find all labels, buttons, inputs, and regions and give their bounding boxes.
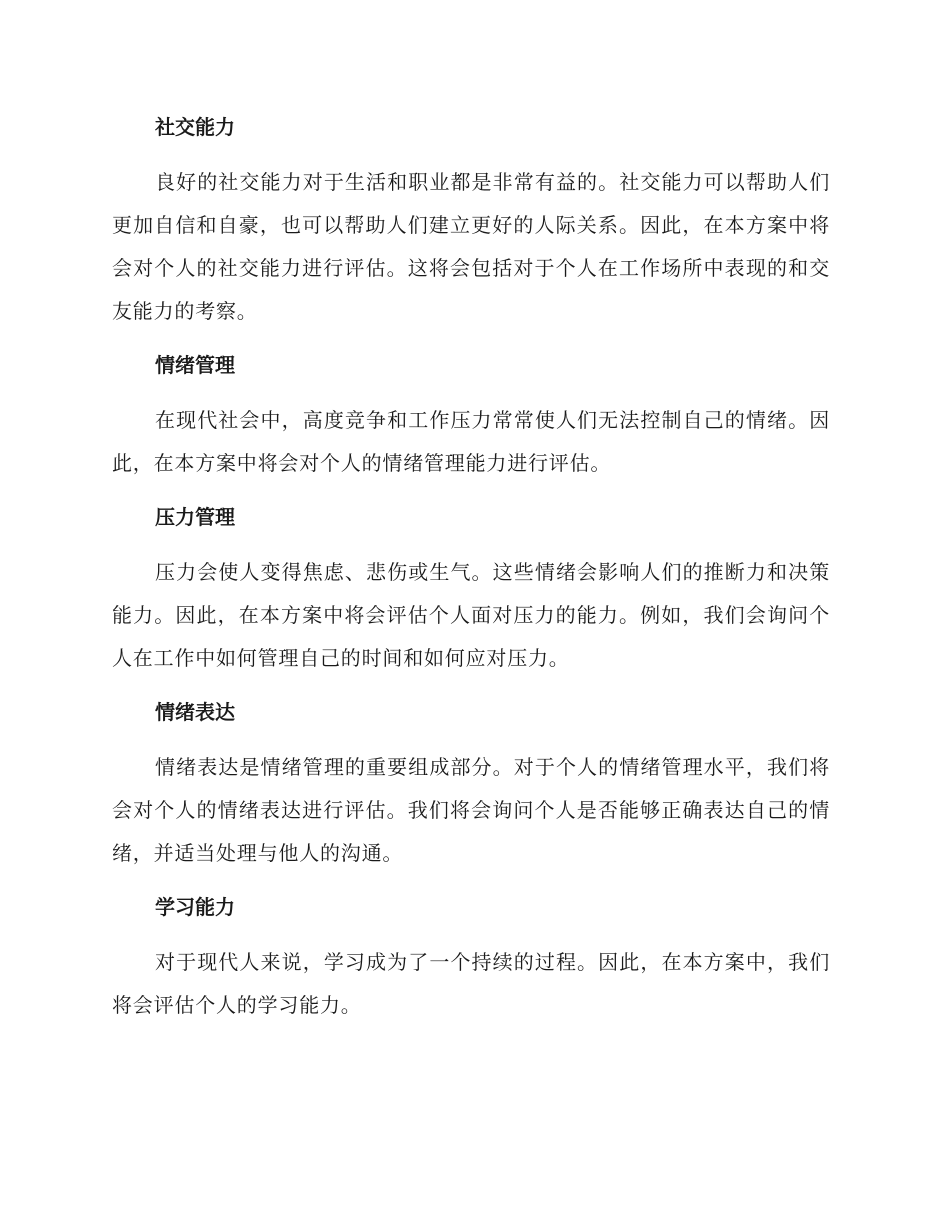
section-learning-ability xyxy=(112,887,830,1027)
section-emotion-expression xyxy=(112,692,830,875)
section-paragraph: 在现代社会中，高度竞争和工作压力常常使人们无法控制自己的情绪。因此，在本方案中将会对个人的情绪管理能力进行评估。 xyxy=(112,408,830,475)
section-paragraph: 情绪表达是情绪管理的重要组成部分。对于个人的情绪管理水平，我们将会对个人的情绪表达进行评估。我们将会询问个人是否能够正确表达自己的情绪，并适当处理与他人的沟通。 xyxy=(112,755,830,865)
section-heading: 社交能力 xyxy=(155,115,235,139)
section-emotion-management xyxy=(112,345,830,485)
section-paragraph: 良好的社交能力对于生活和职业都是非常有益的。社交能力可以帮助人们更加自信和自豪，也可以帮助人们建立更好的人际关系。因此，在本方案中将会对个人的社交能力进行评估。这将会包括对于个人在工作场所中表现的和交友能力的考察。 xyxy=(112,170,830,323)
section-heading: 学习能力 xyxy=(155,895,235,919)
section-paragraph: 压力会使人变得焦虑、悲伤或生气。这些情绪会影响人们的推断力和决策能力。因此，在本方案中将会评估个人面对压力的能力。例如，我们会询问个人在工作中如何管理自己的时间和如何应对压力。 xyxy=(112,560,830,670)
section-paragraph: 对于现代人来说，学习成为了一个持续的过程。因此，在本方案中，我们将会评估个人的学习能力。 xyxy=(112,950,830,1017)
section-heading: 压力管理 xyxy=(155,505,235,529)
section-heading: 情绪管理 xyxy=(155,353,235,377)
section-social-skills xyxy=(112,107,830,333)
section-stress-management xyxy=(112,497,830,680)
section-heading: 情绪表达 xyxy=(155,700,235,724)
document-page xyxy=(112,107,830,1039)
